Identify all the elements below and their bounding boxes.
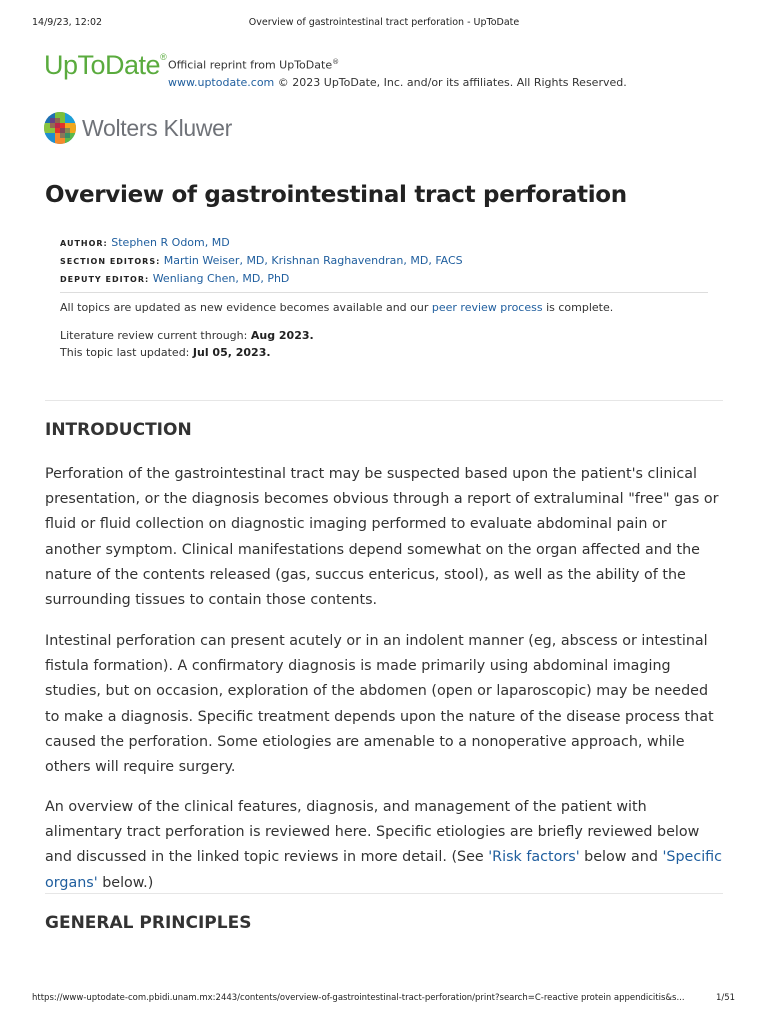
divider bbox=[45, 893, 723, 894]
specific-organs-link[interactable]: 'Specific organs' bbox=[45, 849, 723, 891]
print-date: 14/9/23, 12:02 bbox=[32, 17, 103, 28]
author-link[interactable]: Stephen R Odom, MD bbox=[111, 236, 230, 249]
intro-paragraph: Intestinal perforation can present acutely or in an indolent manner (eg, abscess or intestinal fistula formation). A confirmatory diagnosis is made primarily using abdominal imaging studies, but on occasion, exploration of the abdomen (open or laparoscopic) may be needed to make a diagnosis. Specific treatment depends upon the nature of the disease process that caused the perforation. Some etiologies are amenable to a nonoperative approach, while others will require surgery. bbox=[45, 633, 714, 776]
print-page-title: Overview of gastrointestinal tract perforation - UpToDate bbox=[248, 17, 520, 28]
divider bbox=[60, 292, 708, 293]
section-editors-link[interactable]: Martin Weiser, MD, Krishnan Raghavendran, MD, FACS bbox=[163, 254, 463, 267]
intro-paragraph: Perforation of the gastrointestinal tract may be suspected based upon the patient's clinical presentation, or the diagnosis becomes obvious through a report of extraluminal "free" gas or fluid or fluid collection on diagnostic imaging performed to evaluate abdominal pain or another symptom. Clinical manifestations depend somewhat on the organ affected and the nature of the contents released (gas, succus entericus, stool), as well as the ability of the surrounding tissues to contain those contents. bbox=[45, 466, 719, 609]
wolters-kluwer-logo-icon bbox=[44, 112, 76, 144]
intro-paragraph: An overview of the clinical features, diagnosis, and management of the patient with alimentary tract perforation is reviewed here. Specific etiologies are briefly reviewed below and discussed in the linked topic reviews in more detail. (See 'Risk factors' below and 'Specific organs' below.) bbox=[45, 799, 723, 891]
update-note: All topics are updated as new evidence becomes available and our peer review process is complete. bbox=[60, 301, 614, 314]
page-number: 1/51 bbox=[716, 993, 736, 1003]
section-heading-introduction: INTRODUCTION bbox=[45, 420, 192, 440]
author-label: AUTHOR: bbox=[60, 239, 108, 248]
reprint-notice: Official reprint from UpToDate® www.uptodate.com © 2023 UpToDate, Inc. and/or its affiliates. All Rights Reserved. bbox=[168, 58, 627, 89]
divider bbox=[45, 400, 723, 401]
deputy-editor-label: DEPUTY EDITOR: bbox=[60, 275, 150, 284]
article-contributors bbox=[60, 234, 463, 288]
print-url: https://www-uptodate-com.pbidi.unam.mx:2443/contents/overview-of-gastrointestinal-tract-perforation/print?search=C-reactive protein appendicitis&s... bbox=[32, 993, 685, 1003]
site-link[interactable]: www.uptodate.com bbox=[168, 75, 275, 89]
deputy-editor-link[interactable]: Wenliang Chen, MD, PhD bbox=[152, 272, 290, 285]
deputy-editor-row bbox=[60, 270, 463, 288]
publisher-name: Wolters Kluwer bbox=[82, 115, 233, 141]
review-dates bbox=[60, 327, 314, 361]
article-title: Overview of gastrointestinal tract perforation bbox=[45, 182, 627, 208]
copyright-text: © 2023 UpToDate, Inc. and/or its affiliates. All Rights Reserved. bbox=[274, 75, 627, 89]
uptodate-logo[interactable]: UpToDate® bbox=[44, 50, 167, 80]
section-editors-row bbox=[60, 252, 463, 270]
risk-factors-link[interactable]: 'Risk factors' bbox=[488, 849, 580, 866]
literature-review-date: Literature review current through: Aug 2023. bbox=[60, 329, 314, 342]
last-updated-date: This topic last updated: Jul 05, 2023. bbox=[60, 346, 271, 359]
author-row bbox=[60, 234, 463, 252]
section-heading-general-principles: GENERAL PRINCIPLES bbox=[45, 913, 252, 933]
section-editors-label: SECTION EDITORS: bbox=[60, 257, 161, 266]
reprint-text: Official reprint from UpToDate bbox=[168, 58, 333, 72]
peer-review-link[interactable]: peer review process bbox=[431, 301, 543, 314]
